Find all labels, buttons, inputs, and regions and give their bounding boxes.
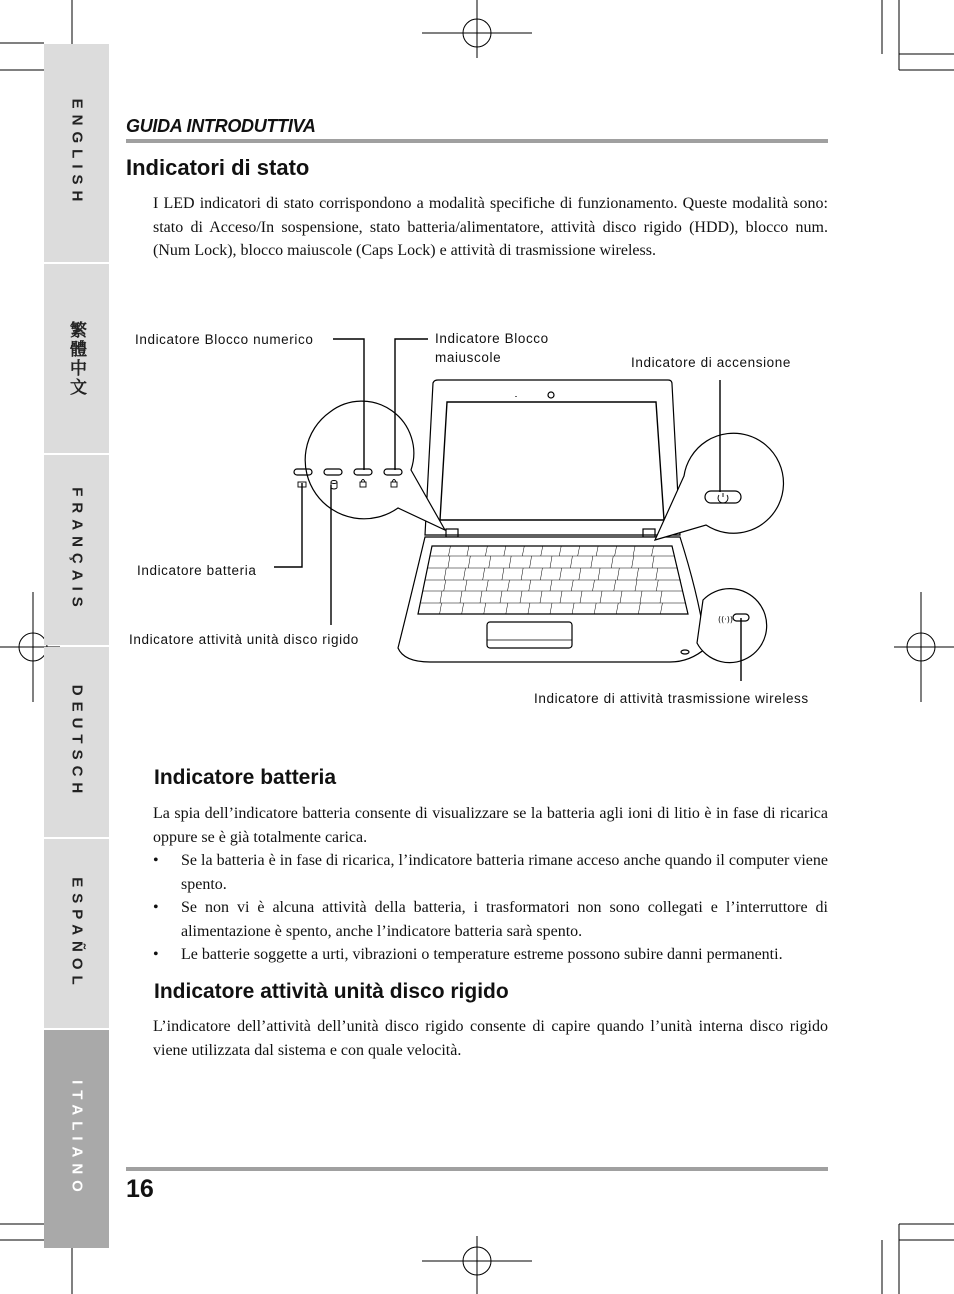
tab-espanol-label: ESPAÑOL	[68, 876, 85, 991]
running-title: GUIDA INTRODUTTIVA	[126, 116, 316, 136]
callout-num-lock: Indicatore Blocco numerico	[135, 332, 314, 347]
section-title-hdd: Indicatore attività unità disco rigido	[154, 980, 509, 1003]
callout-wireless: Indicatore di attività trasmissione wireless	[534, 691, 809, 706]
svg-text:((·)): ((·))	[718, 615, 734, 624]
callout-battery: Indicatore batteria	[137, 563, 257, 578]
section-title-battery: Indicatore batteria	[154, 766, 337, 789]
bullet-text: Le batterie soggette a urti, vibrazioni o temperature estreme possono subire danni permanenti.	[181, 946, 783, 963]
battery-intro: La spia dell’indicatore batteria consente di visualizzare se la batteria agli ioni di litio è in fase di ricarica oppure se è già totalmente carica.	[153, 805, 828, 846]
bullet-mark: •	[153, 899, 159, 916]
section-title-status: Indicatori di stato	[126, 155, 310, 180]
status-intro: I LED indicatori di stato corrispondono a modalità specifiche di funzionamento. Queste modalità sono: stato di Acceso/In sospensione, stato batteria/alimentatore, attività disco rigido (HDD), blocco num. (Num Lock), blocco maiuscole (Caps Lock) e attività di trasmissione wireless.	[153, 195, 828, 259]
page-number: 16	[126, 1175, 154, 1203]
bullet-mark: •	[153, 852, 159, 869]
tab-francais-label: FRANÇAIS	[68, 487, 85, 613]
battery-bullets	[153, 849, 828, 967]
list-item	[153, 896, 828, 943]
bullet-text: Se la batteria è in fase di ricarica, l’indicatore batteria rimane acceso anche quando il computer viene spento.	[181, 852, 828, 893]
tab-deutsch-label: DEUTSCH	[68, 684, 85, 800]
callout-caps-lock: Indicatore Blocco maiuscole	[435, 331, 549, 365]
callout-hdd: Indicatore attività unità disco rigido	[129, 632, 359, 647]
callout-power: Indicatore di accensione	[631, 355, 791, 370]
bullet-text: Se non vi è alcuna attività della batteria, i trasformatori non sono collegati e l’interruttore di alimentazione è spento, anche l’indicatore batteria sarà spento.	[181, 899, 828, 940]
tab-italiano-label: ITALIANO	[68, 1080, 85, 1198]
list-item	[153, 943, 828, 967]
footer-rule	[126, 1167, 828, 1171]
tab-traditional-chinese-label: 繁體中文	[67, 320, 86, 397]
list-item	[153, 849, 828, 896]
bullet-mark: •	[153, 946, 159, 963]
tab-english-label: ENGLISH	[68, 98, 85, 208]
hdd-body: L’indicatore dell’attività dell’unità disco rigido consente di capire quando l’unità interna disco rigido viene utilizzata dal sistema e con quale velocità.	[153, 1018, 828, 1059]
